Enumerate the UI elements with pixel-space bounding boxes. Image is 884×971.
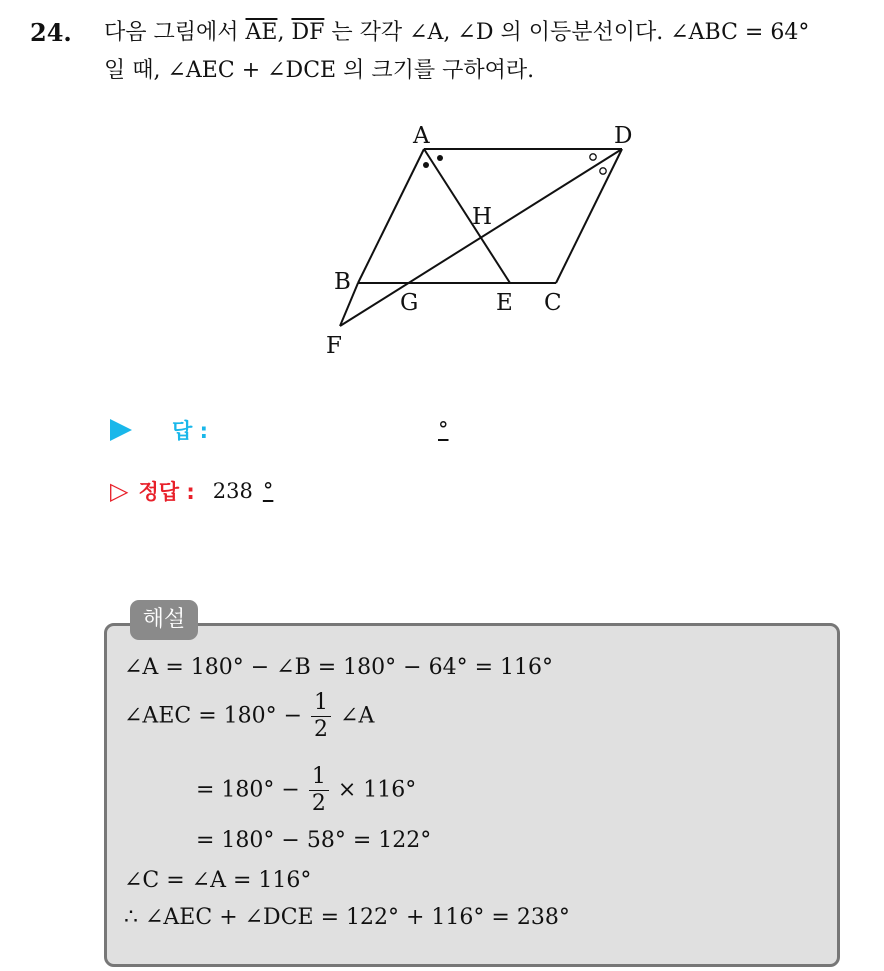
point-label-f: F	[326, 333, 342, 359]
correct-answer-label: 정답 :	[138, 480, 195, 504]
angle-mark-d-2	[600, 168, 606, 174]
point-label-b: B	[334, 269, 351, 295]
point-label-a: A	[413, 123, 430, 149]
segment-df-line	[340, 149, 622, 326]
segment-ae: $\overline{AE}$	[245, 20, 278, 45]
point-label-d: D	[614, 123, 633, 149]
answer-label: 답 :	[172, 419, 208, 443]
point-label-g: G	[400, 290, 419, 316]
problem-line-2: 일 때, ∠AEC + ∠DCE 의 크기를 구하여라.	[104, 58, 535, 83]
problem-number: 24.	[30, 18, 72, 47]
correct-answer-value: 238	[212, 479, 253, 503]
solution-line-1: ∠A = 180° − ∠B = 180° − 64° = 116°	[124, 655, 553, 680]
fraction-half: $\frac{1}{2}$	[309, 764, 329, 817]
point-label-e: E	[496, 290, 513, 316]
solution-line-2: ∠AEC = 180° − $\frac{1}{2}$ ∠A	[124, 690, 375, 742]
angle-mark-d-1	[590, 154, 596, 160]
correct-answer-row	[110, 473, 273, 509]
segment-df: $\overline{DF}$	[291, 20, 325, 45]
solution-line-5: ∠C = ∠A = 116°	[124, 868, 312, 893]
solution-tag: 해설	[130, 600, 198, 640]
side-ab	[358, 149, 424, 283]
correct-answer-unit: °	[262, 479, 274, 503]
point-label-h: H	[472, 204, 493, 230]
answer-input[interactable]	[208, 415, 438, 445]
segment-ae-line	[424, 149, 510, 283]
solution-line-6: ∴ ∠AEC + ∠DCE = 122° + 116° = 238°	[124, 905, 570, 930]
angle-mark-a-2	[437, 155, 443, 161]
outline-arrow-icon: ▷	[110, 477, 129, 505]
point-label-c: C	[544, 290, 562, 316]
problem-text	[104, 14, 874, 90]
parallelogram-figure	[300, 115, 660, 365]
solution-line-4: = 180° − 58° = 122°	[196, 828, 432, 853]
angle-mark-a-1	[423, 162, 429, 168]
answer-row	[110, 412, 449, 448]
answer-unit: °	[438, 418, 449, 442]
solution-line-3: = 180° − $\frac{1}{2}$ × 116°	[196, 764, 417, 816]
fraction-half: $\frac{1}{2}$	[311, 690, 331, 743]
play-arrow-icon	[110, 419, 132, 441]
problem-line-1: 다음 그림에서 $\overline{AE}$, $\overline{DF}$ 는 각각 ∠A, ∠D 의 이등분선이다. ∠ABC = 64°	[104, 20, 810, 45]
